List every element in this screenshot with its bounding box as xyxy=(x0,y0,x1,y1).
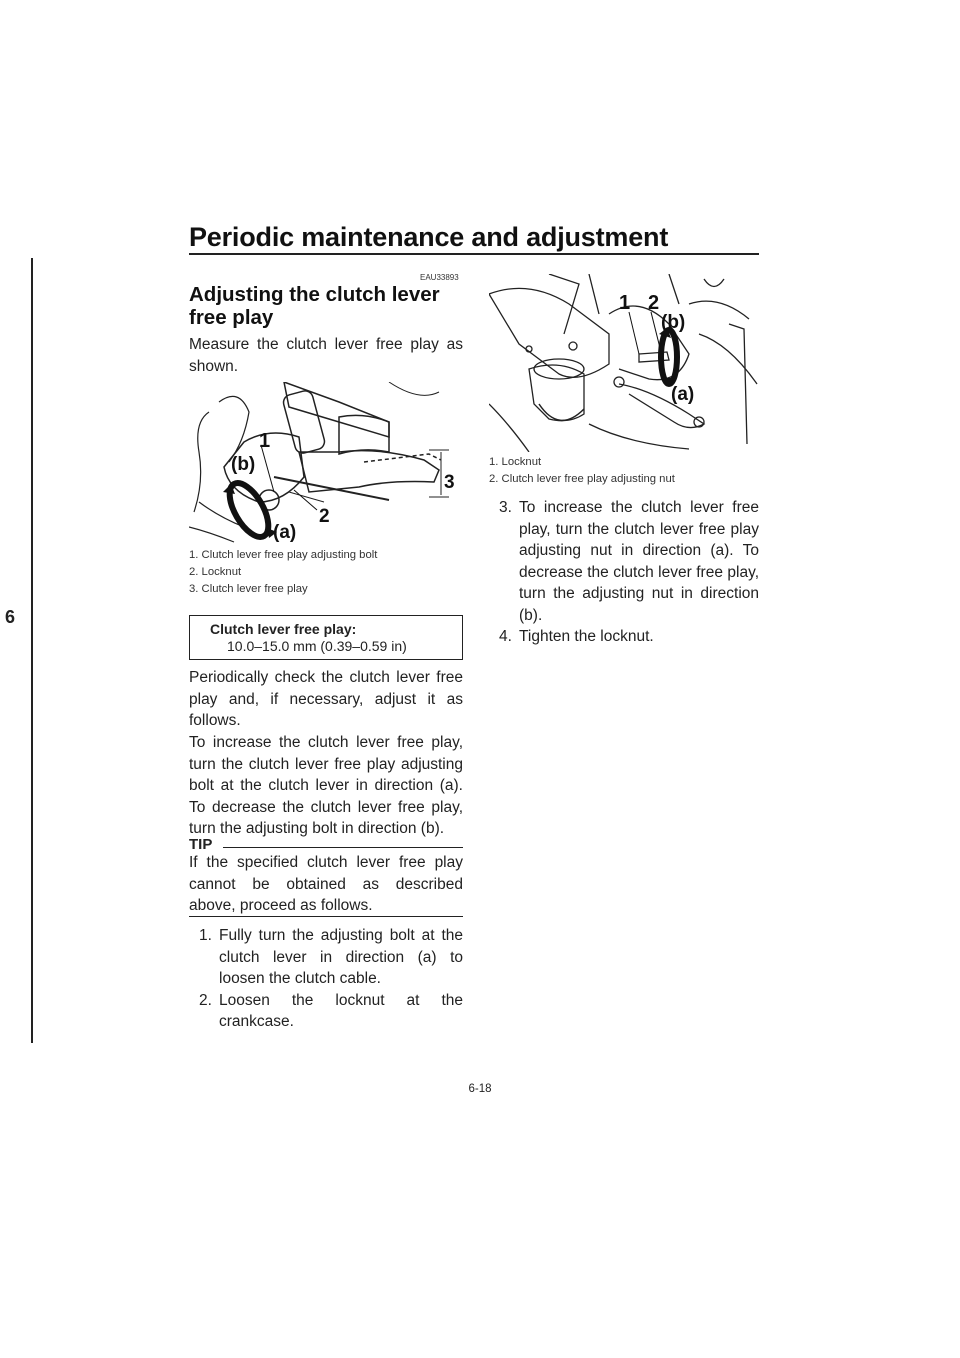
tip-rule-bottom xyxy=(189,916,463,917)
spec-box xyxy=(189,615,463,660)
step-number: 4. xyxy=(499,628,512,645)
figure1-captions xyxy=(189,547,465,598)
tip-label: TIP xyxy=(189,836,213,853)
callout-a: (a) xyxy=(273,522,297,543)
step-number: 2. xyxy=(199,991,212,1009)
intro-text: Measure the clutch lever free play as shown. xyxy=(189,336,463,375)
section-code: EAU33893 xyxy=(420,273,459,282)
chapter-tab: 6 xyxy=(4,607,15,627)
paragraph-adjust: To increase the clutch lever free play, turn the clutch lever free play adjusting bolt at the clutch lever in direction (a). To decrease the clutch lever free play, turn the adjusting bolt in direction (b). xyxy=(189,734,463,837)
callout-1: 1 xyxy=(619,292,631,314)
tip-text: If the specified clutch lever free play cannot be obtained as described above, proceed as follows. xyxy=(189,854,463,914)
figure1-caption: 2. Locknut xyxy=(189,566,242,578)
figure1-caption: 1. Clutch lever free play adjusting bolt xyxy=(189,549,378,561)
step-text: To increase the clutch lever free play, turn the clutch lever free play adjusting nut in direction (a). To decrease the clutch lever free play, turn the adjusting nut in direction (b). xyxy=(519,499,759,624)
figure1-caption: 3. Clutch lever free play xyxy=(189,583,308,595)
page-number: 6-18 xyxy=(468,1083,492,1095)
figure2-caption: 1. Locknut xyxy=(489,456,542,468)
step-text: Tighten the locknut. xyxy=(519,628,654,645)
header-rule xyxy=(189,253,759,255)
crankcase-figure xyxy=(489,274,759,452)
list-item xyxy=(489,497,759,626)
callout-a: (a) xyxy=(671,384,695,405)
clutch-lever-illustration xyxy=(189,382,465,544)
steps-left xyxy=(189,925,463,1033)
list-item xyxy=(189,925,463,990)
section-title: Adjusting the clutch lever free play xyxy=(189,283,440,329)
figure2-caption: 2. Clutch lever free play adjusting nut xyxy=(489,473,675,485)
step-number: 3. xyxy=(499,499,512,516)
clutch-lever-figure xyxy=(189,382,465,544)
step-text: Fully turn the adjusting bolt at the clutch lever in direction (a) to loosen the clutch cable. xyxy=(219,927,463,987)
callout-b: (b) xyxy=(231,454,256,475)
list-item xyxy=(489,626,759,648)
page-header-title: Periodic maintenance and adjustment xyxy=(189,222,669,252)
step-number: 1. xyxy=(199,927,212,944)
steps-right xyxy=(489,497,759,648)
crankcase-illustration xyxy=(489,274,759,452)
chapter-tab-line xyxy=(31,258,33,1043)
callout-1: 1 xyxy=(259,430,271,452)
spec-label: Clutch lever free play: xyxy=(210,621,357,637)
callout-3: 3 xyxy=(444,472,455,493)
callout-2: 2 xyxy=(648,292,660,314)
callout-b: (b) xyxy=(661,312,686,333)
list-item xyxy=(189,990,463,1033)
figure2-captions xyxy=(489,454,759,488)
step-text: Loosen the locknut at the crankcase. xyxy=(219,991,463,1030)
tip-rule-top xyxy=(223,847,463,848)
paragraph-check: Periodically check the clutch lever free play and, if necessary, adjust it as follows. xyxy=(189,669,463,729)
spec-value: 10.0–15.0 mm (0.39–0.59 in) xyxy=(227,638,407,654)
callout-2: 2 xyxy=(319,506,330,527)
